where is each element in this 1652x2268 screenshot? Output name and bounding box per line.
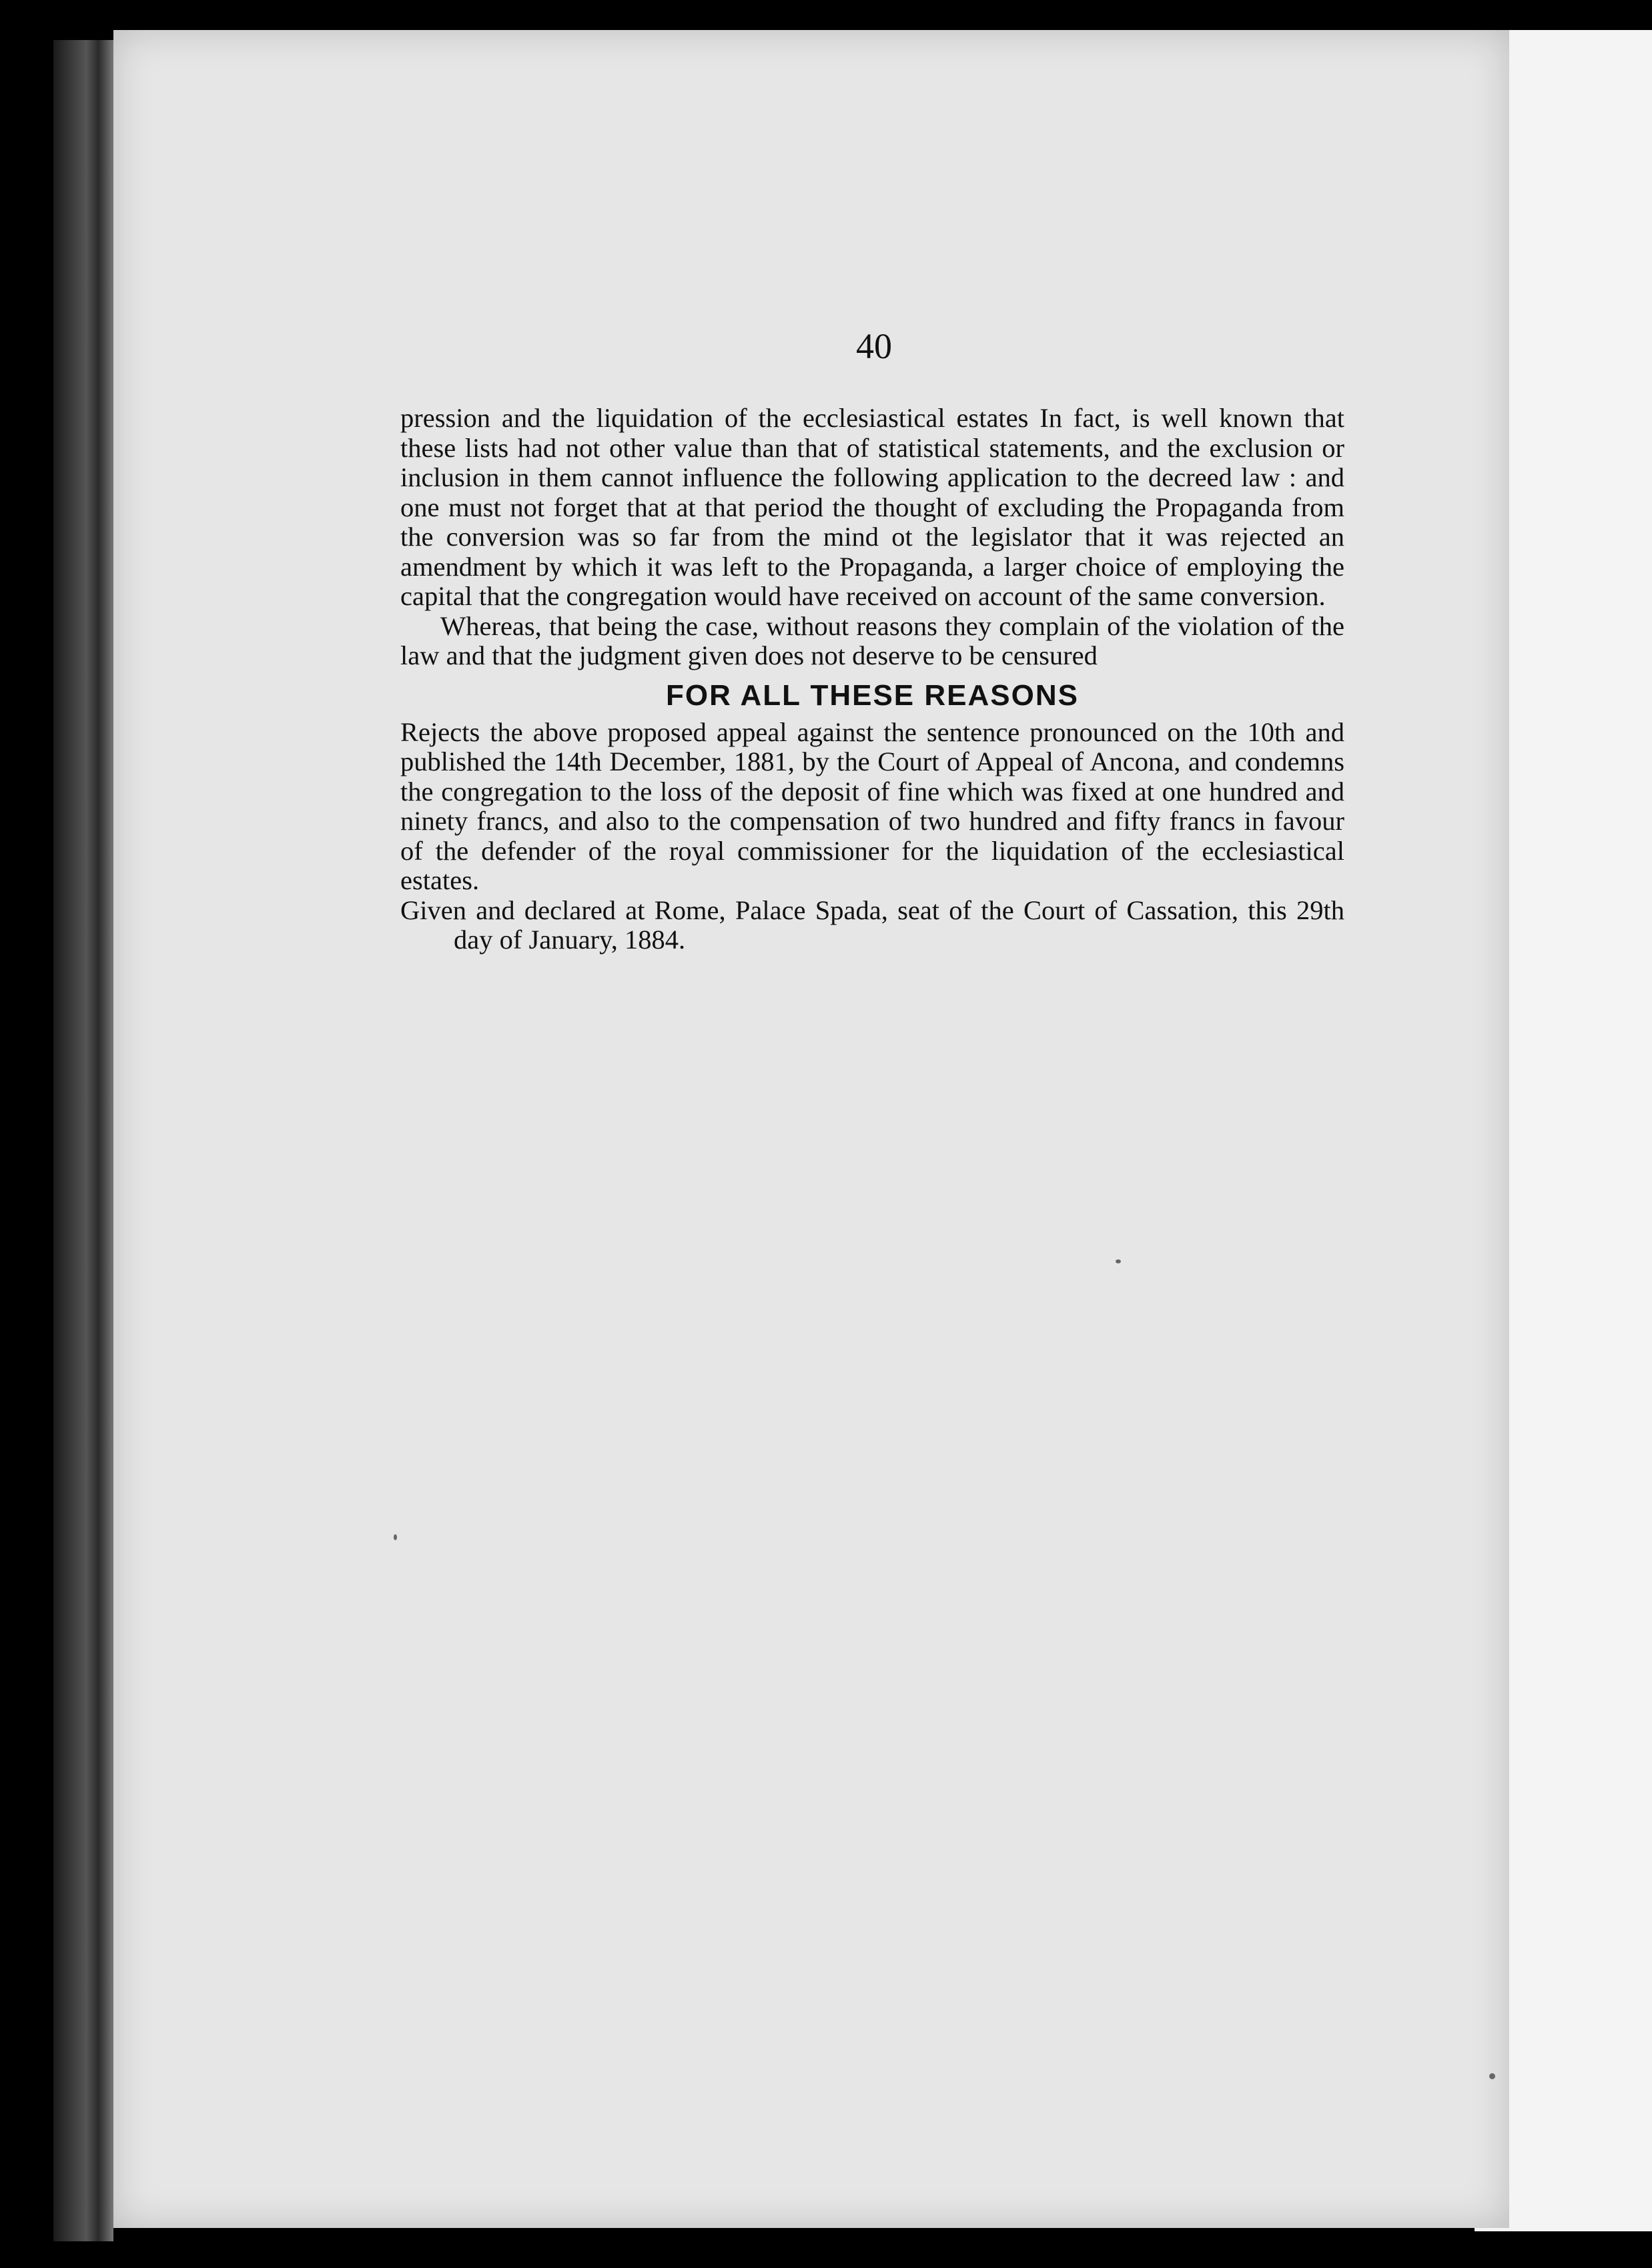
document-page [113, 30, 1509, 2228]
paragraph-given: Given and declared at Rome, Palace Spada, seat of the Court of Cassation, this 29th day of January, 1884. [400, 895, 1344, 955]
page-number: 40 [856, 326, 892, 366]
scan-speck [394, 1534, 397, 1540]
page-edge-strip [53, 40, 113, 2241]
scan-speck [1489, 2073, 1495, 2079]
paragraph-conversion: pression and the liquidation of the ecclesiastical estates In fact, is well known that these lists had not other value than that of statistical statements, and the exclusion or inclusion in them cannot influence the following application to the decreed law : and one must not forget that at that period the thought of excluding the Propaganda from the conversion was so far from the mind ot the legislator that it was rejected an amendment by which it was left to the Propaganda, a larger choice of employing the capital that the congregation would have received on account of the same conversion. [400, 403, 1344, 611]
body-text [400, 404, 1344, 955]
paragraph-whereas: Whereas, that being the case, without reasons they complain of the violation of the law and that the judgment given does not deserve to be censured [400, 610, 1344, 670]
scan-speck [1116, 1259, 1121, 1263]
paragraph-rejects: Rejects the above proposed appeal against the sentence pronounced on the 10th and published the 14th December, 1881, by the Court of Appeal of Ancona, and condemns the congregation to the loss of the deposit of fine which was fixed at one hundred and ninety francs, and also to the compensation of two hundred and fifty francs in favour of the defender of the royal commissioner for the liquidation of the ecclesiastical estates. [400, 716, 1344, 895]
section-heading: FOR ALL THESE REASONS [666, 678, 1079, 712]
